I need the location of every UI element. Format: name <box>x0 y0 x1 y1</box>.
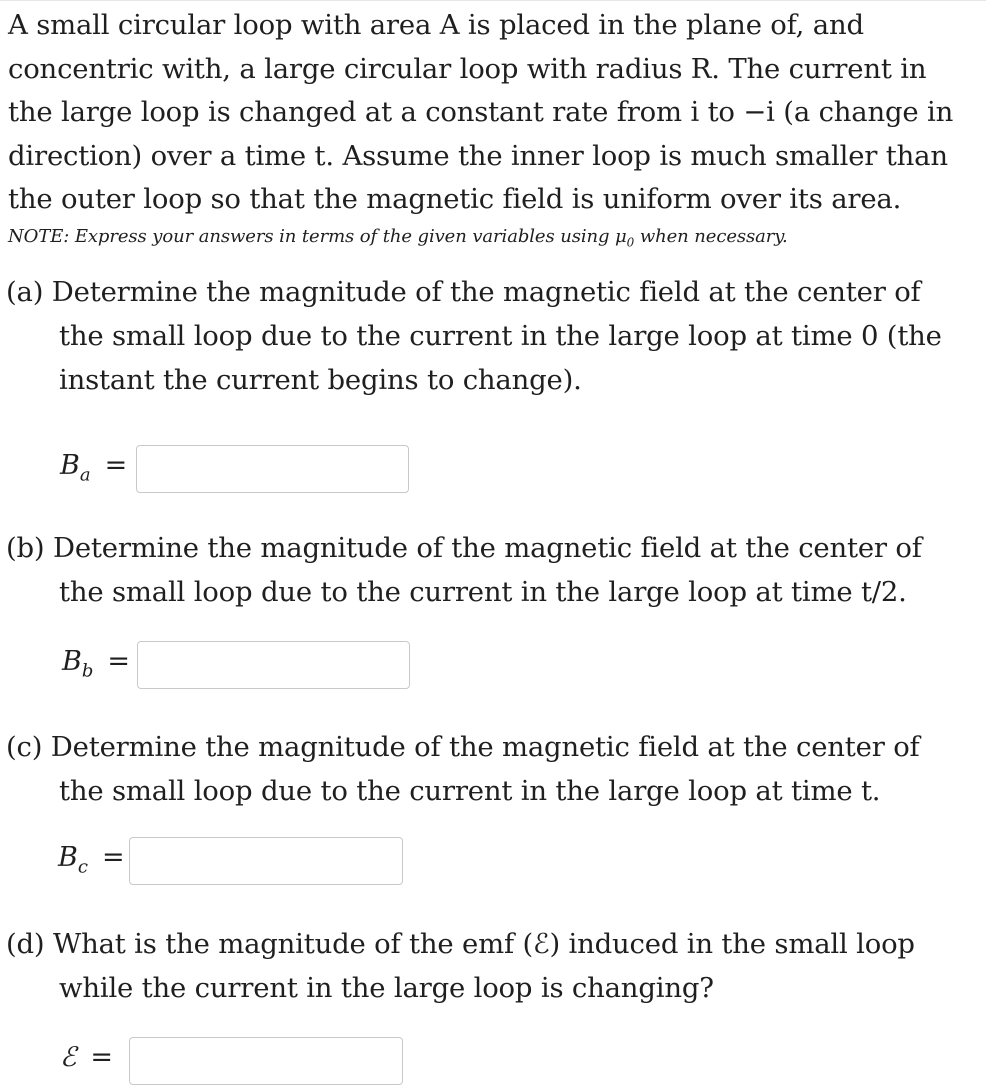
intro-line: the outer loop so that the magnetic field is uniform over its area. <box>8 183 902 215</box>
question-line: (a) Determine the magnitude of the magnetic field at the center of <box>6 276 921 308</box>
intro-line: A small circular loop with area A is placed in the plane of, and <box>8 9 864 41</box>
part-c-label <box>58 842 125 877</box>
note-tail: when necessary. <box>634 226 788 247</box>
question-line: (d) What is the magnitude of the emf (ℰ) induced in the small loop <box>6 928 915 960</box>
equals-sign: = <box>107 646 130 677</box>
part-b-question <box>6 526 981 614</box>
question-line: (c) Determine the magnitude of the magnetic field at the center of <box>6 731 920 763</box>
part-d-question <box>6 922 981 1010</box>
top-divider <box>0 0 986 1</box>
part-d-label <box>60 1042 113 1077</box>
answer-input-c[interactable] <box>129 837 403 885</box>
part-c-question <box>6 725 981 813</box>
intro-line: direction) over a time t. Assume the inner loop is much smaller than <box>8 139 948 172</box>
equals-sign: = <box>90 1042 113 1073</box>
equals-sign: = <box>101 842 125 873</box>
variable-symbol: B <box>58 842 78 873</box>
variable-symbol: B <box>62 646 82 677</box>
variable-subscript: c <box>77 856 88 878</box>
question-line: the small loop due to the current in the large loop at time t. <box>59 775 881 807</box>
intro-line: the large loop is changed at a constant rate from i to −i (a change in <box>8 96 954 128</box>
answer-input-d[interactable] <box>129 1037 403 1085</box>
part-a-label <box>60 450 127 485</box>
question-line: the small loop due to the current in the large loop at time 0 (the <box>59 320 942 352</box>
note-text <box>8 226 788 250</box>
part-a-question <box>6 270 981 402</box>
variable-subscript: a <box>79 464 91 486</box>
variable-subscript: b <box>81 660 94 682</box>
question-line: (b) Determine the magnitude of the magnetic field at the center of <box>6 532 922 564</box>
equals-sign: = <box>104 450 128 481</box>
question-line: instant the current begins to change). <box>59 364 582 396</box>
answer-input-b[interactable] <box>137 641 410 689</box>
note-subscript: 0 <box>626 235 635 250</box>
intro-line: concentric with, a large circular loop with radius R. The current in <box>8 52 927 85</box>
question-line: the small loop due to the current in the large loop at time t/2. <box>59 576 907 608</box>
emf-symbol: ℰ <box>60 1042 77 1073</box>
variable-symbol: B <box>60 450 80 481</box>
question-line: while the current in the large loop is changing? <box>59 972 714 1004</box>
answer-input-a[interactable] <box>136 445 409 493</box>
note-main: NOTE: Express your answers in terms of the given variables using μ <box>8 226 627 247</box>
problem-statement <box>8 4 978 222</box>
part-b-label <box>62 646 130 681</box>
